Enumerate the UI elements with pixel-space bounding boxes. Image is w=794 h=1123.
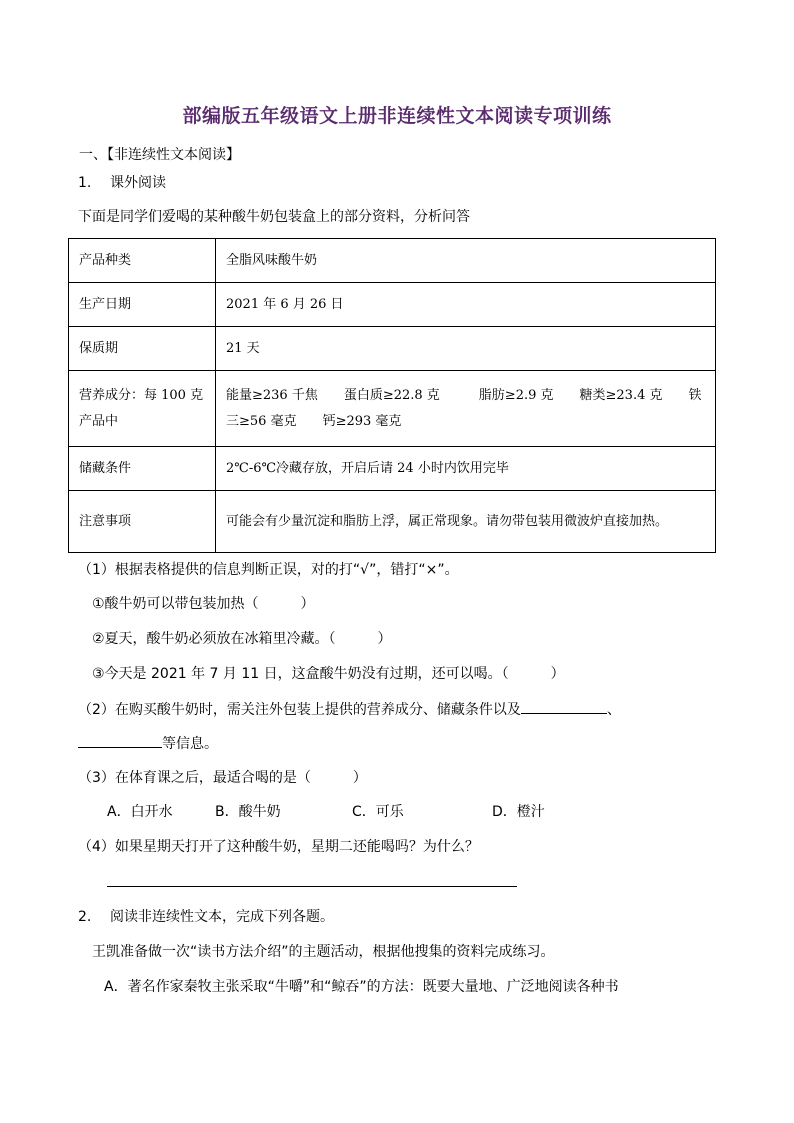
sub-question-2-text: （2）在购买酸牛奶时，需关注外包装上提供的营养成分、储藏条件以及 bbox=[78, 702, 521, 718]
option-a: A．白开水 bbox=[107, 804, 173, 820]
table-row bbox=[69, 491, 716, 553]
sub-question-1: （1）根据表格提供的信息判断正误，对的打“√”，错打“×”。 bbox=[78, 562, 459, 578]
sub-question-2 bbox=[78, 699, 621, 720]
separator: 、 bbox=[606, 702, 621, 718]
section-heading: 一、【非连续性文本阅读】 bbox=[79, 147, 240, 163]
answer-line[interactable] bbox=[107, 886, 517, 887]
product-info-table bbox=[68, 238, 716, 553]
fill-blank[interactable] bbox=[521, 699, 607, 714]
table-value: 2℃-6℃冷藏存放，开启后请 24 小时内饮用完毕 bbox=[216, 447, 716, 491]
judgment-item: ①酸牛奶可以带包装加热（ ） bbox=[92, 596, 315, 612]
judgment-item: ②夏天，酸牛奶必须放在冰箱里冷藏。（ ） bbox=[92, 631, 392, 647]
table-value: 21 天 bbox=[216, 327, 716, 371]
table-row bbox=[69, 283, 716, 327]
sub-question-3: （3）在体育课之后，最适合喝的是（ ） bbox=[78, 770, 367, 786]
question-number: 2. bbox=[78, 909, 92, 925]
question-intro: 下面是同学们爱喝的某种酸牛奶包装盒上的部分资料，分析问答 bbox=[78, 209, 470, 225]
fill-blank[interactable] bbox=[78, 733, 162, 748]
table-key: 生产日期 bbox=[69, 283, 216, 327]
table-value: 全脂风味酸牛奶 bbox=[216, 239, 716, 283]
option-d: D．橙汁 bbox=[492, 804, 545, 820]
table-value: 能量≥236 千焦 蛋白质≥22.8 克 脂肪≥2.9 克 糖类≥23.4 克 铁三≥56 毫克 钙≥293 毫克 bbox=[216, 371, 716, 447]
table-key: 储藏条件 bbox=[69, 447, 216, 491]
table-row bbox=[69, 327, 716, 371]
table-row bbox=[69, 447, 716, 491]
sub-question-4: （4）如果星期天打开了这种酸牛奶，星期二还能喝吗？为什么？ bbox=[78, 839, 479, 855]
question-heading: 阅读非连续性文本，完成下列各题。 bbox=[110, 909, 334, 925]
table-row bbox=[69, 371, 716, 447]
sub-question-2-end: 等信息。 bbox=[162, 736, 218, 752]
question-number: 1. bbox=[78, 175, 92, 191]
table-value: 2021 年 6 月 26 日 bbox=[216, 283, 716, 327]
page-title: 部编版五年级语文上册非连续性文本阅读专项训练 bbox=[182, 105, 612, 127]
table-key: 保质期 bbox=[69, 327, 216, 371]
table-key: 营养成分：每 100 克产品中 bbox=[69, 371, 216, 447]
table-row bbox=[69, 239, 716, 283]
judgment-item: ③今天是 2021 年 7 月 11 日，这盒酸牛奶没有过期，还可以喝。（ ） bbox=[92, 666, 565, 682]
option-b: B．酸牛奶 bbox=[215, 804, 281, 820]
table-key: 注意事项 bbox=[69, 491, 216, 553]
table-value: 可能会有少量沉淀和脂肪上浮，属正常现象。请勿带包装用微波炉直接加热。 bbox=[216, 491, 716, 553]
sub-question-2-cont bbox=[78, 733, 218, 754]
option-c: C．可乐 bbox=[352, 804, 404, 820]
question-heading: 课外阅读 bbox=[110, 175, 166, 191]
table-key: 产品种类 bbox=[69, 239, 216, 283]
paragraph-a: A．著名作家秦牧主张采取“牛嚼”和“鲸吞”的方法：既要大量地、广泛地阅读各种书 bbox=[104, 979, 619, 995]
question-intro: 王凯准备做一次“读书方法介绍”的主题活动，根据他搜集的资料完成练习。 bbox=[92, 944, 555, 960]
